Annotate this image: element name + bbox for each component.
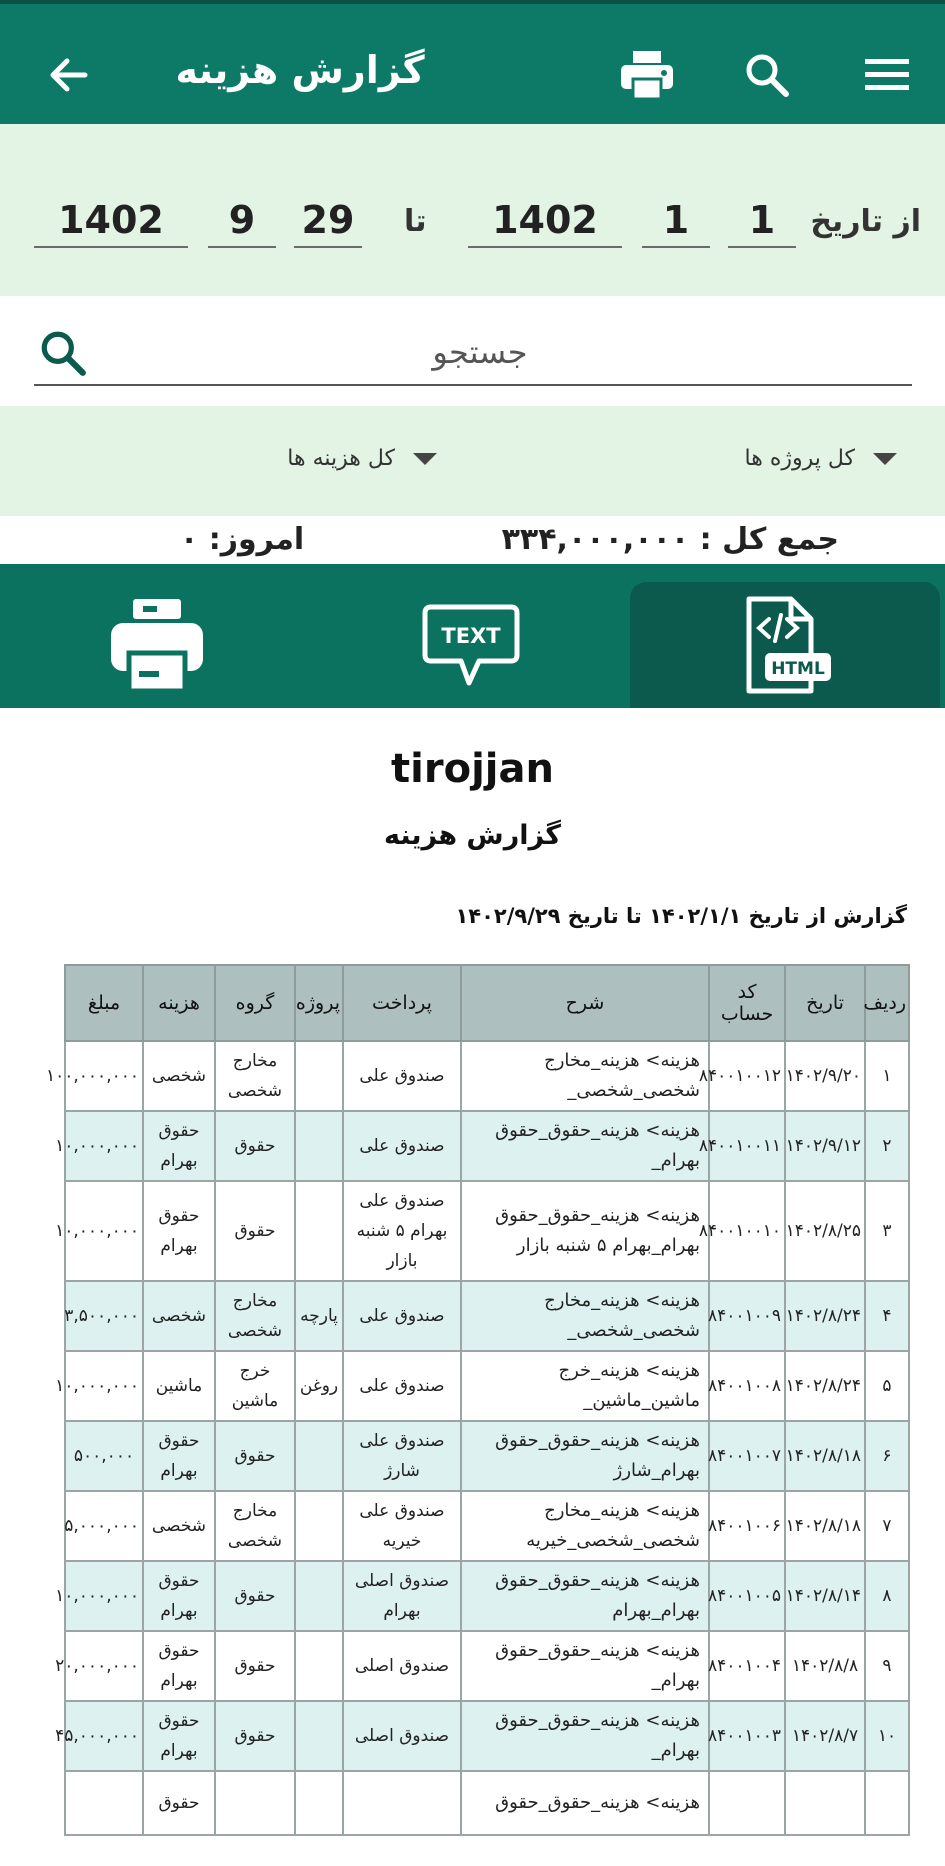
table-row xyxy=(65,1111,909,1181)
column-header[interactable]: گروه xyxy=(215,965,295,1041)
cell-row: ۱۰ xyxy=(865,1701,909,1771)
cell-pay: صندوق اصلی xyxy=(343,1631,461,1701)
cell-date: ۱۴۰۲/۸/۱۸ xyxy=(785,1491,865,1561)
cell-project xyxy=(295,1631,343,1701)
cell-code: ۸۴۰۰۱۰۰۶ xyxy=(709,1491,785,1561)
cell-project: روغن xyxy=(295,1351,343,1421)
cell-group: مخارج شخصی xyxy=(215,1041,295,1111)
from-year-field[interactable]: 1402 xyxy=(468,196,622,248)
cell-date: ۱۴۰۲/۸/۲۴ xyxy=(785,1281,865,1351)
cell-code xyxy=(709,1771,785,1835)
cell-row: ۵ xyxy=(865,1351,909,1421)
app-bar-background xyxy=(0,4,945,144)
to-day-field[interactable]: 29 xyxy=(294,196,362,248)
cell-group: مخارج شخصی xyxy=(215,1281,295,1351)
cell-row: ۳ xyxy=(865,1181,909,1281)
table-row xyxy=(65,1771,909,1835)
cell-amount: ۱۰,۰۰۰,۰۰۰ xyxy=(65,1111,143,1181)
cell-expense: شخصی xyxy=(143,1041,215,1111)
report-date-range: گزارش از تاریخ ۱۴۰۲/۱/۱ تا تاریخ ۱۴۰۲/۹/۲۹ xyxy=(455,904,907,928)
expense-table xyxy=(46,964,910,1836)
cell-group: حقوق xyxy=(215,1631,295,1701)
cell-date: ۱۴۰۲/۹/۱۲ xyxy=(785,1111,865,1181)
cell-project xyxy=(295,1421,343,1491)
printer-icon xyxy=(107,595,207,695)
cell-pay: صندوق علی xyxy=(343,1111,461,1181)
cell-pay: صندوق علی xyxy=(343,1281,461,1351)
grand-total: جمع کل : ۳۳۴,۰۰۰,۰۰۰ xyxy=(501,522,839,557)
from-month-field[interactable]: 1 xyxy=(642,196,710,248)
cell-pay: صندوق اصلی بهرام xyxy=(343,1561,461,1631)
back-button[interactable] xyxy=(34,40,104,110)
cell-date: ۱۴۰۲/۸/۱۸ xyxy=(785,1421,865,1491)
cell-code: ۸۴۰۰۱۰۰۷ xyxy=(709,1421,785,1491)
export-html-button[interactable] xyxy=(630,582,940,708)
cell-group: حقوق xyxy=(215,1111,295,1181)
to-month-field[interactable]: 9 xyxy=(208,196,276,248)
cell-group: حقوق xyxy=(215,1421,295,1491)
cell-amount: ۵,۰۰۰,۰۰۰ xyxy=(65,1491,143,1561)
cell-amount: ۱۰,۰۰۰,۰۰۰ xyxy=(65,1351,143,1421)
cell-pay: صندوق علی شارژ xyxy=(343,1421,461,1491)
cell-pay: صندوق علی خیریه xyxy=(343,1491,461,1561)
cell-desc: هزینه> هزینه_حقوق_حقوق بهرام_بهرام xyxy=(461,1561,709,1631)
report-view xyxy=(0,708,945,1866)
table-row xyxy=(65,1491,909,1561)
search-button[interactable] xyxy=(732,40,802,110)
from-date-label: از تاریخ xyxy=(810,204,921,239)
totals-row xyxy=(0,516,945,564)
column-header[interactable]: مبلغ xyxy=(65,965,143,1041)
table-row xyxy=(65,1281,909,1351)
cell-pay: صندوق علی xyxy=(343,1041,461,1111)
report-title: گزارش هزینه xyxy=(383,820,561,851)
table-row xyxy=(65,1701,909,1771)
cell-code: ۸۴۰۰۱۰۰۸ xyxy=(709,1351,785,1421)
cell-amount: ۵۰۰,۰۰۰ xyxy=(65,1421,143,1491)
cell-expense: حقوق بهرام xyxy=(143,1701,215,1771)
column-header[interactable]: شرح xyxy=(461,965,709,1041)
cell-group: حقوق xyxy=(215,1561,295,1631)
cell-pay: صندوق اصلی xyxy=(343,1701,461,1771)
filter-row xyxy=(0,406,945,516)
cell-expense: حقوق بهرام xyxy=(143,1111,215,1181)
menu-button[interactable] xyxy=(852,40,922,110)
cell-code: ۸۴۰۰۱۰۰۱۰ xyxy=(709,1181,785,1281)
cell-date: ۱۴۰۲/۸/۱۴ xyxy=(785,1561,865,1631)
column-header[interactable]: ردیف xyxy=(865,965,909,1041)
cell-expense: حقوق xyxy=(143,1771,215,1835)
cell-date xyxy=(785,1771,865,1835)
cell-project xyxy=(295,1041,343,1111)
cell-desc: هزینه> هزینه_حقوق_حقوق xyxy=(461,1771,709,1835)
cell-row xyxy=(865,1771,909,1835)
search-underline xyxy=(34,384,912,386)
menu-icon xyxy=(863,55,911,95)
cell-date: ۱۴۰۲/۸/۲۴ xyxy=(785,1351,865,1421)
column-header[interactable]: هزینه xyxy=(143,965,215,1041)
cell-row: ۲ xyxy=(865,1111,909,1181)
cell-expense: شخصی xyxy=(143,1281,215,1351)
cell-amount: ۱۰,۰۰۰,۰۰۰ xyxy=(65,1181,143,1281)
table-row xyxy=(65,1181,909,1281)
search-row xyxy=(0,296,945,406)
cell-row: ۴ xyxy=(865,1281,909,1351)
html-file-icon xyxy=(735,595,835,695)
table-header-row xyxy=(65,965,909,1041)
cell-desc: هزینه> هزینه_حقوق_حقوق بهرام_بهرام ۵ شنبه بازار xyxy=(461,1181,709,1281)
cell-expense: ماشین xyxy=(143,1351,215,1421)
cell-amount: ۱۰۰,۰۰۰,۰۰۰ xyxy=(65,1041,143,1111)
from-day-field[interactable]: 1 xyxy=(728,196,796,248)
cell-amount xyxy=(65,1771,143,1835)
company-name: tirojjan xyxy=(391,746,554,792)
cell-group: مخارج شخصی xyxy=(215,1491,295,1561)
cell-desc: هزینه> هزینه_مخارج شخصی_شخصی_ xyxy=(461,1281,709,1351)
date-range-row xyxy=(0,124,945,296)
print-button[interactable] xyxy=(612,40,682,110)
cell-code: ۸۴۰۰۱۰۰۹ xyxy=(709,1281,785,1351)
export-print-button[interactable] xyxy=(2,582,312,708)
cell-expense: حقوق بهرام xyxy=(143,1421,215,1491)
cell-project xyxy=(295,1491,343,1561)
cell-project xyxy=(295,1111,343,1181)
cell-desc: هزینه> هزینه_خرج ماشین_ماشین_ xyxy=(461,1351,709,1421)
cell-amount: ۳,۵۰۰,۰۰۰ xyxy=(65,1281,143,1351)
cell-row: ۷ xyxy=(865,1491,909,1561)
text-bubble-icon xyxy=(421,599,521,691)
cell-code: ۸۴۰۰۱۰۰۴ xyxy=(709,1631,785,1701)
cell-project xyxy=(295,1181,343,1281)
cell-amount: ۱۰,۰۰۰,۰۰۰ xyxy=(65,1561,143,1631)
page-title: گزارش هزینه xyxy=(175,48,425,92)
cell-group: حقوق xyxy=(215,1701,295,1771)
cell-expense: حقوق بهرام xyxy=(143,1631,215,1701)
cell-row: ۹ xyxy=(865,1631,909,1701)
table-row xyxy=(65,1421,909,1491)
table-row xyxy=(65,1561,909,1631)
cell-desc: هزینه> هزینه_حقوق_حقوق بهرام_شارژ xyxy=(461,1421,709,1491)
table-row xyxy=(65,1631,909,1701)
column-header[interactable]: تاریخ xyxy=(785,965,865,1041)
search-icon xyxy=(743,51,791,99)
svg-text:TEXT: TEXT xyxy=(441,624,501,648)
cell-code: ۸۴۰۰۱۰۰۱۲ xyxy=(709,1041,785,1111)
cell-group: حقوق xyxy=(215,1181,295,1281)
cell-group xyxy=(215,1771,295,1835)
svg-text:HTML: HTML xyxy=(771,659,825,679)
search-field-icon[interactable] xyxy=(38,328,88,378)
cell-date: ۱۴۰۲/۸/۲۵ xyxy=(785,1181,865,1281)
cell-project: پارچه xyxy=(295,1281,343,1351)
export-text-button[interactable] xyxy=(316,582,626,708)
cell-amount: ۲۰,۰۰۰,۰۰۰ xyxy=(65,1631,143,1701)
cell-project xyxy=(295,1701,343,1771)
cell-code: ۸۴۰۰۱۰۰۵ xyxy=(709,1561,785,1631)
arrow-left-icon xyxy=(45,51,93,99)
cell-desc: هزینه> هزینه_مخارج شخصی_شخصی_خیریه xyxy=(461,1491,709,1561)
cell-code: ۸۴۰۰۱۰۰۱۱ xyxy=(709,1111,785,1181)
export-toolbar xyxy=(0,564,945,708)
cell-date: ۱۴۰۲/۹/۲۰ xyxy=(785,1041,865,1111)
cell-desc: هزینه> هزینه_حقوق_حقوق بهرام_ xyxy=(461,1701,709,1771)
to-date-label: تا xyxy=(404,204,427,239)
cell-expense: شخصی xyxy=(143,1491,215,1561)
cell-date: ۱۴۰۲/۸/۸ xyxy=(785,1631,865,1701)
cell-row: ۶ xyxy=(865,1421,909,1491)
cell-desc: هزینه> هزینه_حقوق_حقوق بهرام_ xyxy=(461,1111,709,1181)
search-input[interactable] xyxy=(100,324,860,380)
cell-desc: هزینه> هزینه_حقوق_حقوق بهرام_ xyxy=(461,1631,709,1701)
printer-icon xyxy=(619,49,675,101)
cell-project xyxy=(295,1771,343,1835)
chevron-down-icon xyxy=(873,453,897,465)
cell-code: ۸۴۰۰۱۰۰۳ xyxy=(709,1701,785,1771)
expense-filter-dropdown[interactable] xyxy=(287,446,437,471)
chevron-down-icon xyxy=(413,453,437,465)
to-year-field[interactable]: 1402 xyxy=(34,196,188,248)
cell-group: خرج ماشین xyxy=(215,1351,295,1421)
table-row xyxy=(65,1351,909,1421)
cell-project xyxy=(295,1561,343,1631)
cell-date: ۱۴۰۲/۸/۷ xyxy=(785,1701,865,1771)
column-header[interactable]: کد حساب xyxy=(709,965,785,1041)
project-filter-dropdown[interactable] xyxy=(745,446,897,471)
cell-expense: حقوق بهرام xyxy=(143,1561,215,1631)
cell-desc: هزینه> هزینه_مخارج شخصی_شخصی_ xyxy=(461,1041,709,1111)
cell-row: ۱ xyxy=(865,1041,909,1111)
today-total: امروز: ۰ xyxy=(180,522,305,557)
cell-pay: صندوق علی بهرام ۵ شنبه بازار xyxy=(343,1181,461,1281)
cell-pay xyxy=(343,1771,461,1835)
app-bar xyxy=(0,4,945,144)
cell-expense: حقوق بهرام xyxy=(143,1181,215,1281)
cell-row: ۸ xyxy=(865,1561,909,1631)
expense-filter-label: کل هزینه ها xyxy=(287,446,395,471)
column-header[interactable]: پروژه xyxy=(295,965,343,1041)
column-header[interactable]: پرداخت xyxy=(343,965,461,1041)
cell-pay: صندوق علی xyxy=(343,1351,461,1421)
project-filter-label: کل پروژه ها xyxy=(744,446,855,471)
table-row xyxy=(65,1041,909,1111)
cell-amount: ۴۵,۰۰۰,۰۰۰ xyxy=(65,1701,143,1771)
